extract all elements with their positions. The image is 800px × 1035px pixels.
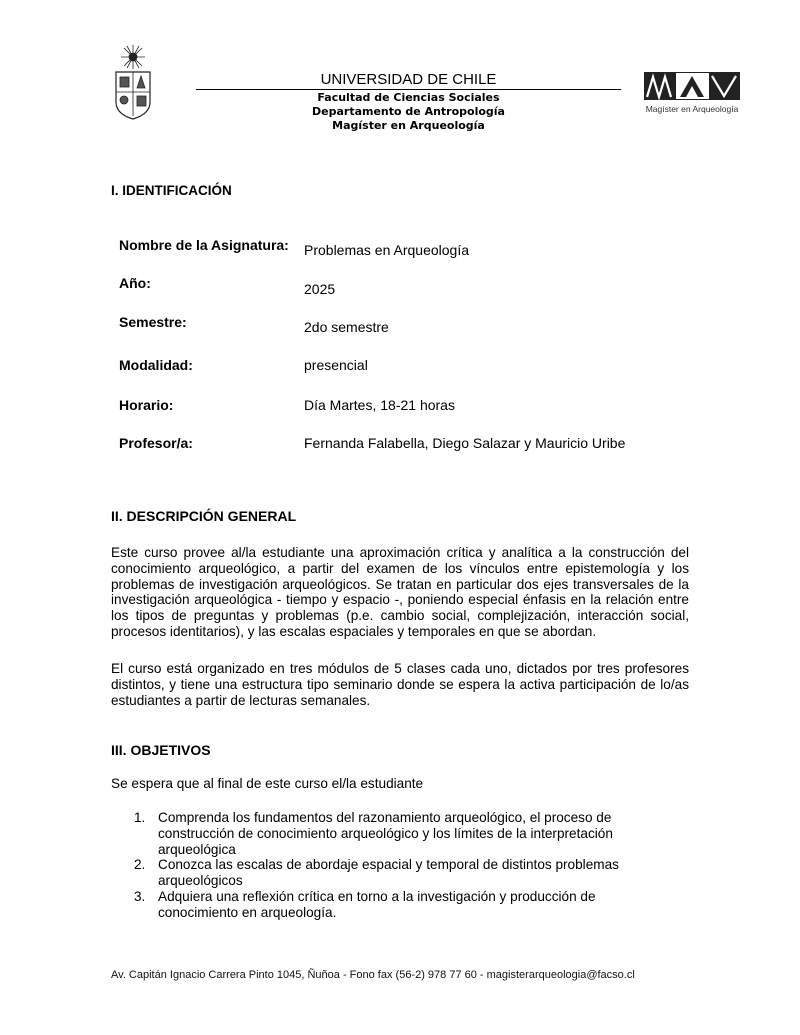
program-name: Magíster en Arqueología: [332, 119, 485, 132]
section-identificacion-title: I. IDENTIFICACIÓN: [111, 183, 232, 198]
description-paragraph-2: El curso está organizado en tres módulos de 5 clases cada uno, dictados por tres profesores distintos, y tiene una estructura tipo seminario donde se espera la activa participación de lo/as estudiantes a partir de lecturas semanales.: [111, 661, 689, 708]
page-footer: Av. Capitán Ignacio Carrera Pinto 1045, Ñuñoa - Fono fax (56-2) 978 77 60 - magisterarqueologia@facso.cl: [111, 969, 635, 981]
objective-number: 1.: [134, 810, 146, 825]
description-paragraph-1: Este curso provee al/la estudiante una aproximación crítica y analítica a la construcción del conocimiento arqueológico, a partir del examen de los vínculos entre epistemología y los problemas de investigación arqueológicos. Se tratan en particular dos ejes transversales de la investigación arqueológica - tiempo y espacio -, poniendo especial énfasis en la relación entre los tipos de preguntas y problemas (p.e. cambio social, complejización, interacción social, procesos identitarios), y las escalas espaciales y temporales en que se abordan.: [111, 545, 689, 639]
field-value-ano: 2025: [304, 281, 336, 297]
field-label-semestre: Semestre:: [119, 314, 187, 330]
field-value-modalidad: presencial: [304, 357, 368, 373]
objective-item: [134, 889, 654, 921]
field-value-asignatura: Problemas en Arqueología: [304, 242, 469, 258]
header-rule: [196, 89, 621, 90]
field-label-ano: Año:: [119, 275, 151, 291]
university-crest: [108, 44, 158, 120]
objectives-intro: Se espera que al final de este curso el/la estudiante: [111, 776, 424, 791]
field-value-profesor: Fernanda Falabella, Diego Salazar y Mauricio Uribe: [304, 435, 626, 451]
magister-logo: [644, 72, 740, 100]
objective-item: [134, 857, 654, 889]
field-value-horario: Día Martes, 18-21 horas: [304, 397, 455, 413]
magister-logo-caption: Magíster en Arqueología: [645, 104, 739, 114]
university-title: UNIVERSIDAD DE CHILE: [320, 71, 497, 88]
objective-number: 3.: [134, 888, 146, 904]
objective-number: 2.: [134, 857, 146, 873]
objectives-list: [134, 810, 654, 921]
field-label-asignatura: Nombre de la Asignatura:: [119, 237, 289, 253]
objective-text: Adquiera una reflexión crítica en torno a la investigación y producción de conocimiento en arqueología.: [158, 888, 596, 920]
field-label-horario: Horario:: [119, 397, 174, 413]
objective-item: [134, 810, 654, 857]
objective-text: Conozca las escalas de abordaje espacial y temporal de distintos problemas arqueológicos: [158, 857, 619, 889]
department-name: Departamento de Antropología: [312, 105, 505, 118]
field-label-modalidad: Modalidad:: [119, 357, 193, 373]
section-descripcion-title: II. DESCRIPCIÓN GENERAL: [111, 508, 297, 524]
faculty-name: Facultad de Ciencias Sociales: [317, 91, 500, 104]
section-objetivos-title: III. OBJETIVOS: [111, 742, 211, 758]
field-label-profesor: Profesor/a:: [119, 435, 193, 451]
field-value-semestre: 2do semestre: [304, 319, 389, 335]
objective-text: Comprenda los fundamentos del razonamiento arqueológico, el proceso de construcción de conocimiento arqueológico y los límites de la interpretación arqueológica: [158, 810, 613, 857]
